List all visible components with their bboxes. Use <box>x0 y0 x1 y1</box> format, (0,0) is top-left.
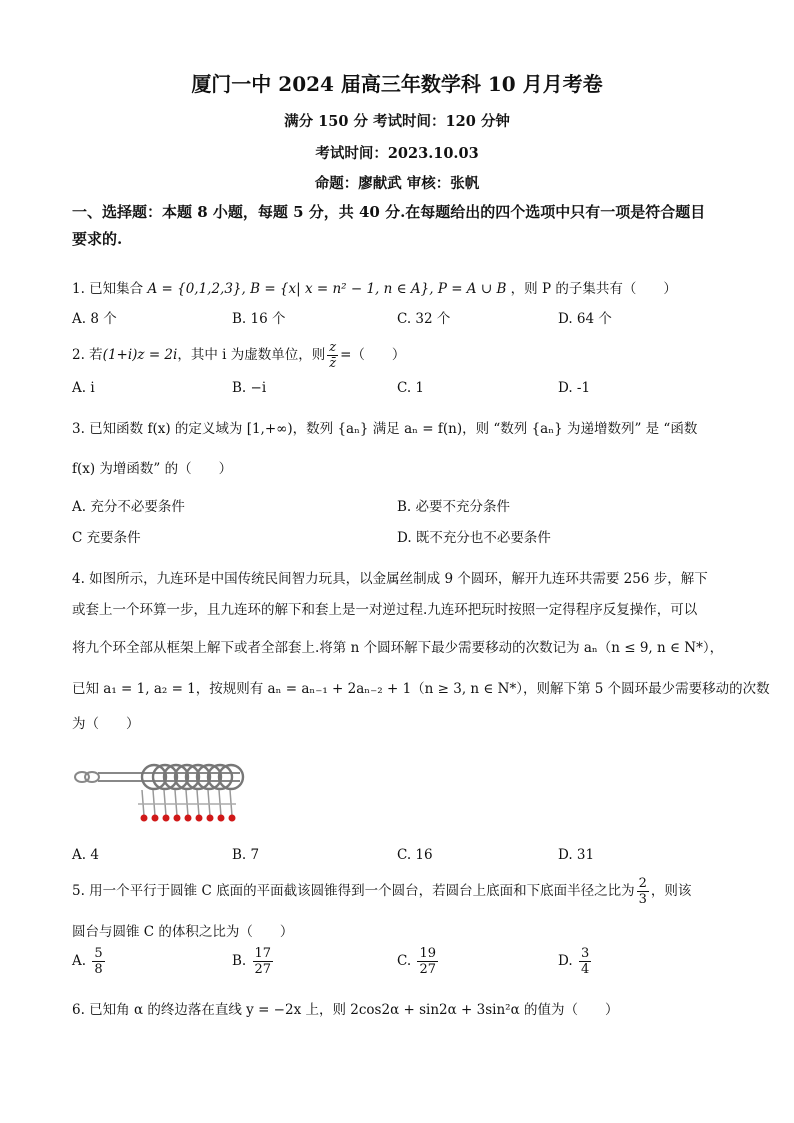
q4-line3: 将九个环全部从框架上解下或者全部套上.将第 n 个圆环解下最少需要移动的次数记为 aₙ（n ≤ 9, n ∈ N*）， <box>72 640 724 656</box>
q5-ratio-fraction <box>637 876 649 907</box>
q4-line5: 为（ ） <box>72 716 140 732</box>
section-heading <box>72 199 732 253</box>
q4-line2: 或套上一个环算一步，且九连环的解下和套上是一对逆过程.九连环把玩时按照一定得程序反复操作，可以 <box>72 602 698 618</box>
question-1 <box>72 277 677 297</box>
q6-line1: 6. 已知角 α 的终边落在直线 y = −2x 上，则 2cos2α + sin2α + 3sin²α 的值为（ ） <box>72 1002 619 1018</box>
q2-middle: ，其中 i 为虚数单位，则 <box>177 347 326 363</box>
q5-option-b-den: 27 <box>254 962 272 977</box>
q5-option-d-num: 3 <box>580 946 590 961</box>
q5-option-b-label: B. <box>232 953 247 969</box>
q2-option-d: D. -1 <box>558 380 591 396</box>
q5-option-b-num: 17 <box>254 946 272 961</box>
q2-option-b: B. −i <box>232 380 267 396</box>
q5-option-d-den: 4 <box>580 962 590 977</box>
q4-line4: 已知 a₁ = 1, a₂ = 1，按规则有 aₙ = aₙ₋₁ + 2aₙ₋₂ + 1（n ≥ 3, n ∈ N*），则解下第 5 个圆环最少需要移动的次数 <box>72 681 770 697</box>
q2-fraction <box>327 340 338 371</box>
q5-option-c-frac <box>417 946 438 977</box>
q4-line1: 4. 如图所示，九连环是中国传统民间智力玩具，以金属丝制成 9 个圆环，解开九连环共需要 256 步，解下 <box>72 571 708 587</box>
q3-option-d: D. 既不充分也不必要条件 <box>397 530 551 546</box>
q2-suffix: =（ ） <box>340 347 406 363</box>
question-2 <box>72 340 405 371</box>
authors-line: 命题：廖献武 审核：张帆 <box>314 175 480 192</box>
q5-line2: 圆台与圆锥 C 的体积之比为（ ） <box>72 924 294 940</box>
q2-option-c: C. 1 <box>397 380 425 396</box>
q5-option-a-frac <box>92 946 104 977</box>
q5-option-a-num: 5 <box>94 946 103 961</box>
q5-line1-b: ，则该 <box>650 883 692 899</box>
q5-option-d <box>558 946 593 977</box>
q4-option-b: B. 7 <box>232 847 260 863</box>
exam-date-line: 考试时间：2023.10.03 <box>315 145 479 162</box>
q1-option-b: B. 16 个 <box>232 311 286 327</box>
q2-option-a: A. i <box>72 380 95 396</box>
section-heading-line1: 一、选择题：本题 8 小题，每题 5 分，共 40 分.在每题给出的四个选项中只有一项是符合题目 <box>72 203 706 221</box>
q3-option-b: B. 必要不充分条件 <box>397 499 511 515</box>
q5-option-c-num: 19 <box>419 946 436 961</box>
q5-line1-a: 5. 用一个平行于圆锥 C 底面的平面截该圆锥得到一个圆台，若圆台上底面和下底面半径之比为 <box>72 883 635 899</box>
q5-option-b-frac <box>253 946 274 977</box>
q2-frac-num: z <box>329 340 337 355</box>
q5-ratio-den: 3 <box>638 892 647 907</box>
q4-option-a: A. 4 <box>72 847 99 863</box>
q1-option-c: C. 32 个 <box>397 311 451 327</box>
q5-option-c <box>397 946 440 977</box>
q1-option-a: A. 8 个 <box>72 311 117 327</box>
q1-prefix: 1. 已知集合 <box>72 281 144 297</box>
q5-option-a <box>72 946 107 977</box>
q5-ratio-num: 2 <box>638 876 647 891</box>
q1-suffix: ，则 P 的子集共有（ ） <box>510 281 677 297</box>
q1-option-d: D. 64 个 <box>558 311 612 327</box>
q5-option-b <box>232 946 275 977</box>
q5-option-d-frac <box>579 946 591 977</box>
q5-option-a-label: A. <box>72 953 87 969</box>
exam-title: 厦门一中 2024 届高三年数学科 10 月月考卷 <box>191 72 603 96</box>
q2-math: (1+i)z = 2i <box>102 347 178 363</box>
q3-option-c: C 充要条件 <box>72 530 141 546</box>
q3-line1: 3. 已知函数 f(x) 的定义域为 [1,+∞)，数列 {aₙ} 满足 aₙ = f(n)，则 “数列 {aₙ} 为递增数列” 是 “函数 <box>72 421 698 437</box>
q5-line1 <box>72 876 691 907</box>
score-time-line: 满分 150 分 考试时间：120 分钟 <box>284 113 510 130</box>
q5-option-c-den: 27 <box>419 962 436 977</box>
q5-option-a-den: 8 <box>94 962 103 977</box>
nine-linked-rings-figure <box>72 760 247 828</box>
section-heading-line2: 要求的. <box>72 230 123 248</box>
q5-option-d-label: D. <box>558 953 573 969</box>
q2-prefix: 2. 若 <box>72 347 103 363</box>
q2-frac-den: z̄ <box>329 356 337 371</box>
q4-option-c: C. 16 <box>397 847 433 863</box>
q5-option-c-label: C. <box>397 953 412 969</box>
q1-math: A = {0,1,2,3}, B = {x| x = n² − 1, n ∈ A}, P = A ∪ B <box>147 281 507 297</box>
q4-option-d: D. 31 <box>558 847 595 863</box>
q3-option-a: A. 充分不必要条件 <box>72 499 185 515</box>
q3-line2: f(x) 为增函数” 的（ ） <box>72 461 233 477</box>
